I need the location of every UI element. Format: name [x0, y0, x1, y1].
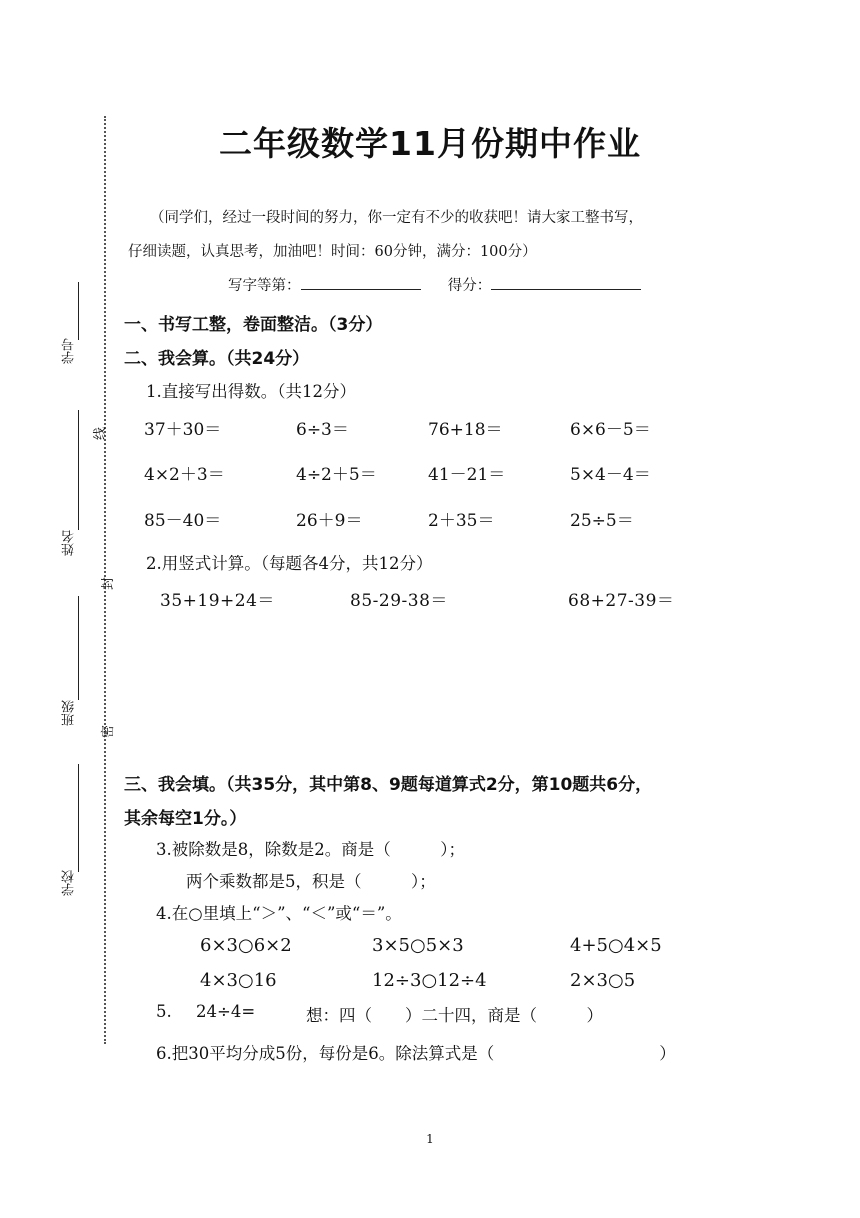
q5-number: 5.	[156, 1002, 172, 1021]
section-3-heading: 三、我会填。（共35分，其中第8、9题每道算式2分，第10题共6分，	[124, 775, 653, 795]
seal-char-secret: 密	[101, 724, 117, 739]
q4-compare: 2×3○5	[570, 970, 636, 991]
q1-expr: 37＋30＝	[144, 420, 222, 440]
q2-item: 85-29-38＝	[350, 591, 448, 611]
seal-char-seal: 封	[101, 576, 117, 591]
q6-text: 6.把30平均分成5份，每份是6。除法算式是（ ）	[156, 1044, 676, 1063]
q3-line-1: 3.被除数是8，除数是2。商是（ ）；	[156, 840, 465, 859]
q1-expr: 76+18＝	[428, 420, 503, 440]
q5-hint: 想：四（ ）二十四，商是（ ）	[306, 1006, 603, 1025]
grading-row	[228, 274, 641, 295]
class-line	[78, 596, 79, 700]
q1-expr: 6÷3＝	[296, 420, 349, 440]
section-3-heading-cont: 其余每空1分。）	[124, 809, 247, 829]
name-line	[78, 410, 79, 530]
intro-line-1: （同学们，经过一段时间的努力，你一定有不少的收获吧！请大家工整书写，	[150, 210, 643, 226]
q1-expr: 26＋9＝	[296, 511, 363, 531]
q1-expr: 41－21＝	[428, 465, 506, 485]
seal-char-line: 线	[93, 426, 109, 441]
page-title: 二年级数学11月份期中作业	[219, 124, 641, 163]
school-label: 学校	[62, 870, 77, 896]
score-blank[interactable]	[491, 289, 641, 290]
q4-compare: 3×5○5×3	[372, 935, 464, 956]
q1-expr: 85－40＝	[144, 511, 222, 531]
student-id-label: 学号	[62, 338, 77, 364]
q3-line-2: 两个乘数都是5，积是（ ）；	[186, 872, 436, 891]
score-label: 得分：	[447, 278, 492, 294]
student-id-line	[78, 282, 79, 340]
q1-expr: 4÷2＋5＝	[296, 465, 377, 485]
name-label: 姓名	[62, 530, 77, 556]
writing-grade-blank[interactable]	[301, 289, 421, 290]
q5-expression: 24÷4=	[196, 1002, 256, 1021]
intro-line-2: 仔细读题，认真思考，加油吧！时间：60分钟，满分：100分）	[128, 244, 537, 260]
q4-compare: 6×3○6×2	[200, 935, 292, 956]
section-2-heading: 二、我会算。（共24分）	[124, 349, 310, 369]
q4-compare: 4×3○16	[200, 970, 277, 991]
q4-compare: 12÷3○12÷4	[372, 970, 487, 991]
q1-expr: 25÷5＝	[570, 511, 634, 531]
section-1-heading: 一、书写工整，卷面整洁。（3分）	[124, 315, 383, 335]
q2-item: 68+27-39＝	[568, 591, 675, 611]
q1-expr: 2＋35＝	[428, 511, 495, 531]
class-label: 班级	[62, 700, 77, 726]
q1-expr: 5×4－4＝	[570, 465, 651, 485]
q4-compare: 4+5○4×5	[570, 935, 662, 956]
page-number: 1	[426, 1132, 434, 1146]
q4-label: 4.在○里填上“＞”、“＜”或“＝”。	[156, 904, 402, 923]
q1-expr: 4×2＋3＝	[144, 465, 225, 485]
writing-grade-label: 写字等第：	[228, 278, 301, 294]
school-line	[78, 764, 79, 872]
q1-label: 1.直接写出得数。（共12分）	[146, 382, 356, 401]
q2-item: 35+19+24＝	[160, 591, 275, 611]
q1-expr: 6×6－5＝	[570, 420, 651, 440]
q2-label: 2.用竖式计算。（每题各4分，共12分）	[146, 554, 433, 573]
